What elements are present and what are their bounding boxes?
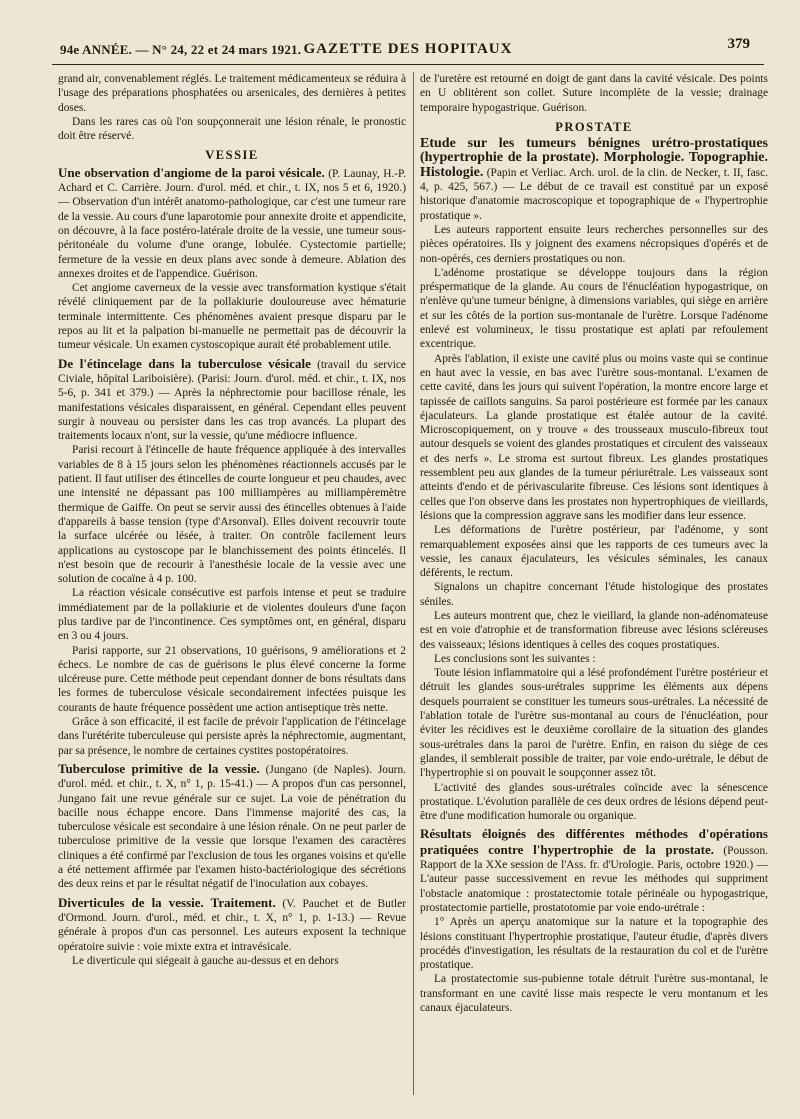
article-paragraph: La prostatectomie sus-pubienne totale détruit l'urètre sus-montanal, le transformant en une cavité lisse mais respecte le veru montanum et les canaux éjaculateurs.	[420, 973, 768, 1014]
issue-line: 94e ANNÉE. — N° 24, 22 et 24 mars 1921.	[60, 42, 302, 57]
article-paragraph: Les conclusions sont les suivantes :	[434, 652, 596, 665]
article-paragraph: Toute lésion inflammatoire qui a lésé profondément l'urètre postérieur et détruit les glandes sous-urétrales supprime les éléments aux dépens desquels pourraient se constituer les tumeurs sous-urétrales. La nécessité de l'ablation totale de l'urètre sus-montanal au cours de l'énucléation, pour éviter les récidives est le deuxième corollaire de la situation des glandes sous-urétrales dans la paroi de l'urètre. Enfin, en raison du siège de ces glandes, il semblerait possible de traiter, par voie endo-urétrale, le début de l'hypertrophie si on pouvait le soupçonner assez tôt.	[420, 667, 768, 780]
column-divider	[413, 72, 414, 1095]
article-angiome	[58, 166, 406, 281]
article-paragraph: Le diverticule qui siégeait à gauche au-dessus et en dehors	[72, 954, 339, 967]
page-header	[52, 34, 764, 65]
page-number: 379	[727, 36, 750, 52]
article-paragraph: L'adénome prostatique se développe toujours dans la région préspermatique de la glande. Au cours de l'énucléation hypogastrique, on n'enlève qu'une tumeur bénigne, à dimensions variables, qui siège en arrière et sur les côtés de la portion sus-montanale de l'urètre. Lorsque l'adénome enlevé est volumineux, le tissu prostatique est aplati par refoulement excentrique.	[420, 266, 768, 351]
article-title: Tuberculose primitive de la vessie.	[58, 760, 260, 776]
article-paragraph: Cet angiome caverneux de la vessie avec transformation kystique s'était révélé cliniquement par de la pollakiurie douloureuse avec hématurie terminale intermittente. Ces phénomènes avaient presque disparu par le repos au lit et la palpation bi-manuelle ne permettait pas de découvrir la tumeur vésicale. Un examen cystoscopique aurait été probablement utile.	[58, 282, 406, 352]
article-body: (P. Launay, H.-P. Achard et C. Carrière. Journ. d'urol. méd. et chir., t. IX, nos 5 et 6, 1920.) — Observation d'un intérêt anatomo-pathologique, car c'est une tumeur rare de la vessie. Au cours d'une laparotomie pour annexite droite et appendicite, on découvre, à la face postéro-latérale droite de la vessie, une tumeur sous-péritonéale du volume d'une orange, lobulée. Cystectomie partielle; fermeture de la vessie en deux plans avec sonde à demeure. Ablation des annexes droites et de l'appendice. Guérison.	[58, 167, 406, 280]
article-body: (Jungano (de Naples). Journ. d'urol. méd. et chir., t. X, n° 1, p. 15-41.) — A propos d'un cas personnel, Jungano fait une revue générale sur ce sujet. La voie de pénétration du bacille nous échappe encore. Dans l'immense majorité des cas, la tuberculose vésicale est secondaire à une lésion rénale. On ne peut parler de tuberculose primitive de la vessie que lorsque l'examen des caractères cliniques a été confirmé par l'exclusion de tous les organes voisins et qu'elle a été nettement affirmée par l'examen histo-bactériologique des sécrétions des deux reins et par le résultat négatif de l'inoculation aux cobayes.	[58, 763, 406, 891]
article-diverticules	[58, 896, 406, 954]
section-heading-vessie: VESSIE	[205, 148, 259, 163]
intro-paragraph-2: Dans les rares cas où l'on soupçonnerait une lésion rénale, le pronostic doit être réservé.	[58, 115, 406, 143]
article-body: (Pousson. Rapport de la XXe session de l'Ass. fr. d'Urologie. Paris, octobre 1920.) — L'auteur passe successivement en revue les méthodes qui suppriment l'obstacle anatomique : prostatectomie totale périnéale ou hypogastrique, prostatectomie partielle, prostatotomie par voie endo-urétrale :	[420, 844, 768, 914]
article-paragraph: Les auteurs rapportent ensuite leurs recherches personnelles sur des pièces opératoires. Ils y joignent des examens nécropsiques d'opérés et de non-opérés, ces derniers prostatiques ou non.	[420, 223, 768, 265]
article-body: (Papin et Verliac. Arch. urol. de la clin. de Necker, t. II, fasc. 4, p. 425, 567.) — Le début de ce travail est constitué par un exposé historique d'anatomie macroscopique et topographique de « l'hypertrophie prostatique ».	[420, 166, 768, 222]
article-title: Résultats éloignés des différentes méthodes d'opérations pratiquées contre l'hypertrophie de la prostate.	[420, 826, 768, 857]
intro-paragraph-1: grand air, convenablement réglés. Le traitement médicamenteux se réduira à l'usage des préparations phosphatées ou arsenicales, des dernières à petites doses.	[58, 73, 406, 114]
continued-paragraph: de l'uretère est retourné en doigt de gant dans la cavité vésicale. Des points en U oblitèrent son collet. Suture incomplète de la vessie; drainage temporaire hypogastrique. Guérison.	[420, 73, 768, 114]
right-column	[420, 72, 768, 1095]
article-paragraph: Après l'ablation, il existe une cavité plus ou moins vaste qui se continue en haut avec la vessie, en bas avec l'urètre sous-montanal. L'examen de cette cavité, dans les jours qui suivent l'opération, la montre encore large et tapissée de caillots sanguins. Sa paroi postérieure est formée par les canaux éjaculateurs. La glande prostatique est étalée autour de la cavité. Microscopiquement, on y trouve « des trousseaux musculo-fibreux tout autour desquels se voient des glandes prostatiques et circulent des vaisseaux et des nerfs ». Le stroma est surtout fibreux. Les glandes prostatiques ressemblent peu aux glandes de la tumeur périurétrale. Les vaisseaux sont atteints d'endo et de périvascularite fibreuse. Ces lésions sont identiques à celles que l'on observe dans les prostates non hypertrophiques de vieillards, lésions que la compression aggrave sans les modifier dans leur essence.	[420, 352, 768, 522]
article-paragraph: 1° Après un aperçu anatomique sur la nature et la topographie des lésions constituant l'hypertrophie prostatique, l'auteur étudie, d'après divers procédés d'investigation, les résultats de la restauration du col et de l'urètre prostatique.	[420, 916, 768, 972]
article-tumeurs-benignes	[420, 137, 768, 223]
article-title: Diverticules de la vessie. Traitement.	[58, 894, 276, 910]
left-column	[58, 72, 406, 1095]
article-paragraph: Grâce à son efficacité, il est facile de prévoir l'application de l'étincelage dans l'urétérite tuberculeuse qui persiste après la néphrectomie, augmentant, par sa présence, le nombre de certaines cystites postopératoires.	[58, 716, 406, 757]
article-resultats-eloignes	[420, 827, 768, 915]
article-body: (V. Pauchet et de Butler d'Ormond. Journ. d'urol., méd. et chir., t. X, n° 1, p. 1-13.) — Revue générale à propos d'un cas personnel. Les auteurs exposent la technique opératoire suivie : voie mixte extra et intravésicale.	[58, 897, 406, 953]
article-paragraph: La réaction vésicale consécutive est parfois intense et peut se traduire immédiatement par de la pollakiurie et de violentes douleurs d'une façon plus tardive par de l'incontinence. Ces symptômes ont, en général, disparu en 3 ou 4 jours.	[58, 587, 406, 643]
article-paragraph: Parisi rapporte, sur 21 observations, 10 guérisons, 9 améliorations et 2 échecs. Le nombre de cas de guérisons le plus élevé concerne la forme ulcéreuse pure. Cette méthode peut cependant donner de bons résultats dans les formes de tuberculose vésicale secondairement infectées puisque les courants de haute fréquence possèdent une action antiseptique très nette.	[58, 644, 406, 714]
journal-title: GAZETTE DES HOPITAUX	[303, 41, 513, 57]
article-paragraph: Les auteurs montrent que, chez le vieillard, la glande non-adénomateuse est en voie d'atrophie et de transformation fibreuse avec lésions scléreuses des vaisseaux; lésions identiques à celles des coques prostatiques.	[420, 609, 768, 651]
article-tuberculose	[58, 762, 406, 892]
article-paragraph: Les déformations de l'urètre postérieur, par l'adénome, y sont remarquablement exposées ainsi que les rapports de ces tumeurs avec la vessie, les canaux éjaculateurs, les vésicules séminales, les canaux déférents, le rectum.	[420, 524, 768, 580]
article-etincelage	[58, 357, 406, 444]
section-heading-prostate: PROSTATE	[555, 119, 633, 134]
article-paragraph: L'activité des glandes sous-urétrales coïncide avec la sénescence prostatique. L'évolution parallèle de ces deux ordres de lésions dépend peut-être d'une modification humorale ou organique.	[420, 781, 768, 823]
article-paragraph: Signalons un chapitre concernant l'étude histologique des prostates séniles.	[420, 581, 768, 608]
article-title: Une observation d'angiome de la paroi vésicale.	[58, 164, 325, 180]
article-paragraph: Parisi recourt à l'étincelle de haute fréquence appliquée à des intervalles variables de 8 à 15 jours selon les phénomènes réactionnels accusés par le patient. Il faut utiliser des étincelles de courte longueur et peu chaudes, avec une intensité ne dépassant pas 100 milliampères au milliampèremètre thermique de Gaiffe. On peut se servir aussi des étincelles obtenues à l'aide d'appareils à basse tension (type d'Arsonval). Elles doivent recouvrir toute la surface ulcérée ou lésée, à traiter. On contrôle facilement leurs applications au cystoscope par le blanchissement des points étincelés. Il n'est besoin que de recourir à l'anesthésie locale de la vessie avec une solution de cocaïne à 4 p. 100.	[58, 444, 406, 586]
article-title: De l'étincelage dans la tuberculose vésicale	[58, 355, 311, 371]
article-title: Etude sur les tumeurs bénignes urétro-prostatiques (hypertrophie de la prostate). Morphologie. Topographie. Histologie.	[420, 136, 768, 180]
article-body: (travail du service Civiale, hôpital Lariboisière). (Parisi: Journ. d'urol. méd. et chir., t. IX, nos 5-6, p. 341 et 379.) — Après la néphrectomie pour bacillose rénale, les manifestations vésicales disparaissent, en général. Cependant elles peuvent surgir à nouveau ou persister dans les cas trop avancés. La plupart des traitements locaux n'ont, sur la vessie, qu'une médiocre influence.	[58, 358, 406, 443]
